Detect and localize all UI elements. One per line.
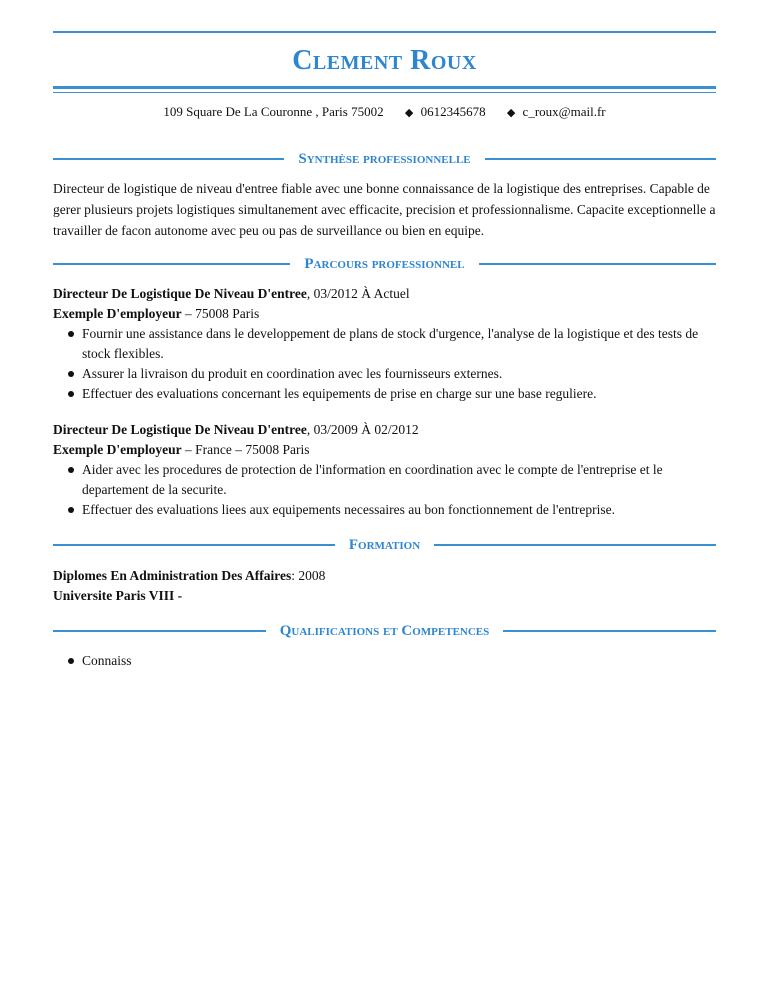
job-title-line bbox=[53, 420, 716, 440]
job-dates: , 03/2012 À Actuel bbox=[306, 286, 410, 301]
summary-text: Directeur de logistique de niveau d'entree fiable avec une bonne connaissance de la logistique des entreprises. Capable de gerer plusieurs projets logistiques simultanement avec efficacite, precision et professionnalisme. Capacite exceptionnelle a travailler de facon autonome avec peu ou pas de surveillance ou bien en equipe. bbox=[53, 181, 716, 238]
section-line-right bbox=[503, 630, 716, 632]
degree-year: : 2008 bbox=[291, 568, 326, 583]
section-line-right bbox=[434, 544, 716, 546]
list-item: Fournir une assistance dans le developpement de plans de stock d'urgence, l'analyse de la logistique et des tests de stock flexibles. bbox=[53, 324, 716, 364]
section-title-summary: Synthèse professionnelle bbox=[298, 150, 471, 167]
section-title-education: Formation bbox=[348, 536, 421, 553]
section-header-experience bbox=[53, 254, 716, 274]
degree: Diplomes En Administration Des Affaires bbox=[53, 568, 292, 583]
bullet-icon bbox=[68, 467, 74, 473]
bullet-icon bbox=[68, 507, 74, 513]
school: Universite Paris VIII - bbox=[53, 588, 183, 603]
candidate-name: Clement Roux bbox=[292, 45, 477, 76]
bullet-icon bbox=[68, 371, 74, 377]
section-line-left bbox=[53, 630, 266, 632]
top-divider bbox=[53, 31, 716, 33]
diamond-icon: ◆ bbox=[404, 107, 414, 119]
section-line-right bbox=[485, 158, 716, 160]
school-line bbox=[53, 586, 716, 606]
section-line-left bbox=[53, 544, 335, 546]
bullet-icon bbox=[68, 391, 74, 397]
address: 109 Square De La Couronne , Paris 75002 bbox=[163, 104, 384, 119]
job-employer-line bbox=[53, 304, 716, 324]
list-item: Assurer la livraison du produit en coordination avec les fournisseurs externes. bbox=[53, 364, 716, 384]
bullet-icon bbox=[68, 331, 74, 337]
job-dates: , 03/2009 À 02/2012 bbox=[306, 422, 419, 437]
diamond-icon: ◆ bbox=[506, 107, 516, 119]
section-line-right bbox=[479, 263, 716, 265]
job-bullets bbox=[53, 324, 716, 404]
job-bullets bbox=[53, 460, 716, 520]
bullet-icon bbox=[68, 658, 74, 664]
job-employer-line bbox=[53, 440, 716, 460]
section-header-education bbox=[53, 535, 716, 555]
list-item: Connaiss bbox=[53, 651, 716, 671]
contact-line bbox=[53, 103, 716, 122]
section-header-skills bbox=[53, 621, 716, 641]
job-title-line bbox=[53, 284, 716, 304]
job-role: Directeur De Logistique De Niveau D'entree bbox=[53, 286, 307, 301]
section-header-summary bbox=[53, 149, 716, 169]
list-item: Effectuer des evaluations liees aux equipements necessaires au bon fonctionnement de l'entreprise. bbox=[53, 500, 716, 520]
section-title-skills: Qualifications et Competences bbox=[279, 622, 490, 639]
name-divider-thin bbox=[53, 92, 716, 93]
job-role: Directeur De Logistique De Niveau D'entree bbox=[53, 422, 307, 437]
section-line-left bbox=[53, 158, 284, 160]
phone: 0612345678 bbox=[420, 104, 486, 119]
job-location: – 75008 Paris bbox=[181, 306, 260, 321]
name-divider-thick bbox=[53, 86, 716, 89]
list-item: Effectuer des evaluations concernant les equipements de prise en charge sur une base reguliere. bbox=[53, 384, 716, 404]
job-employer: Exemple D'employeur bbox=[53, 442, 182, 457]
job-employer: Exemple D'employeur bbox=[53, 306, 182, 321]
skills-list bbox=[53, 651, 716, 671]
job-location: – France – 75008 Paris bbox=[181, 442, 310, 457]
section-title-experience: Parcours professionnel bbox=[304, 255, 465, 272]
section-line-left bbox=[53, 263, 290, 265]
list-item: Aider avec les procedures de protection de l'information en coordination avec le compte de l'entreprise et le departement de la securite. bbox=[53, 460, 716, 500]
email: c_roux@mail.fr bbox=[522, 104, 606, 119]
degree-line bbox=[53, 566, 716, 586]
